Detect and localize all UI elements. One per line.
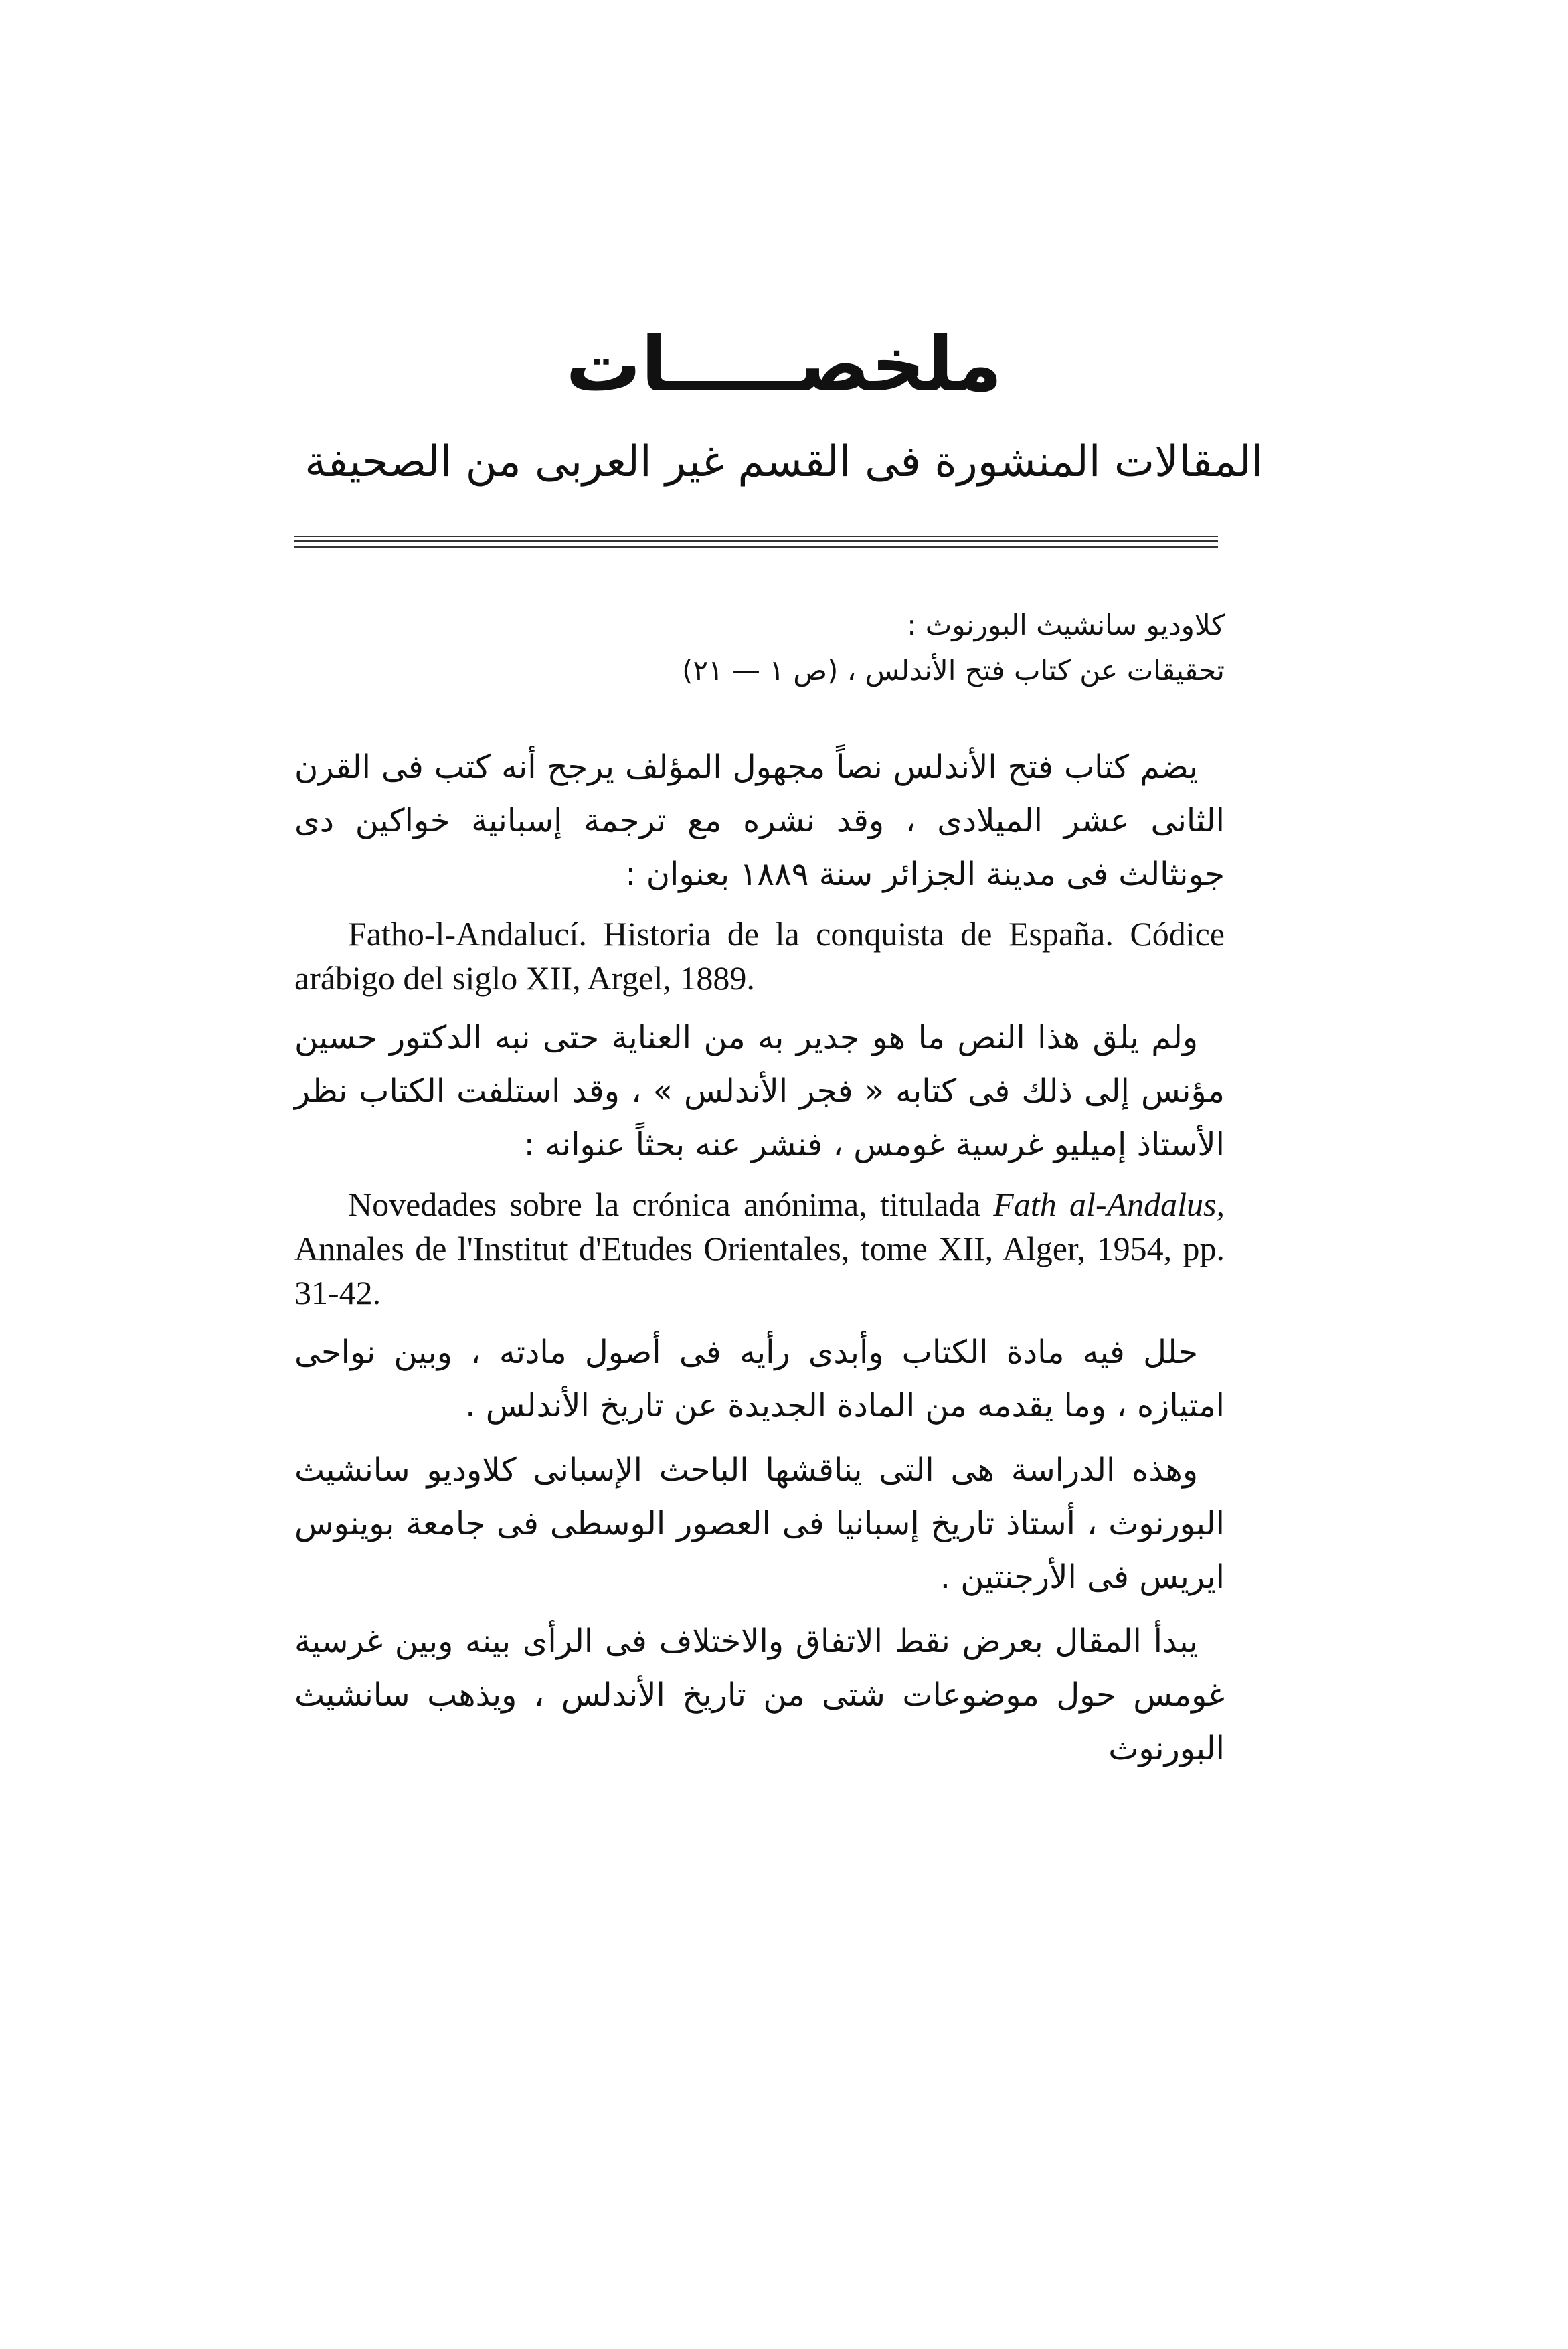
ref2-title: Fath al-Andalus, xyxy=(993,1186,1225,1223)
ref2-end: Annales de l'Institut d'Etudes Orientales, tome XII, Alger, 1954, pp. 31-42. xyxy=(294,1230,1225,1311)
paragraph-2: ولم يلق هذا النص ما هو جدير به من العناية حتى نبه الدكتور حسين مؤنس إلى ذلك فى كتابه « فجر الأندلس » ، وقد استلفت الكتاب نظر الأستاذ إميليو غرسية غومس ، فنشر عنه بحثاً عنوانه : xyxy=(294,1019,1225,1163)
bibliographic-reference-2 xyxy=(294,1182,1225,1315)
bibliographic-reference-1: Fatho-l-Andalucí. Historia de la conquista de España. Códice arábigo del siglo XII, Argel, 1889. xyxy=(294,915,1225,997)
page-title: ملخصـــــات xyxy=(565,321,1003,408)
ref2-start: Novedades sobre la crónica anónima, titulada xyxy=(348,1186,994,1223)
title-divider xyxy=(294,536,1218,552)
page-subtitle: المقالات المنشورة فى القسم غير العربى من الصحيفة xyxy=(304,437,1264,487)
paragraph-1: يضم كتاب فتح الأندلس نصاً مجهول المؤلف يرجح أنه كتب فى القرن الثانى عشر الميلادى ، وقد نشره مع ترجمة إسبانية خواكين دى جونثالث فى مدينة الجزائر سنة ١٨٨٩ بعنوان : xyxy=(294,748,1225,893)
divider-line xyxy=(294,540,1218,542)
divider-line xyxy=(294,546,1218,548)
divider-line xyxy=(294,536,1218,537)
article-reference: تحقيقات عن كتاب فتح الأندلس ، (ص ١ — ٢١) xyxy=(682,654,1225,687)
article-summary xyxy=(294,602,1225,1775)
author-name: كلاوديو سانشيث البورنوث : xyxy=(907,609,1225,641)
paragraph-3: حلل فيه مادة الكتاب وأبدى رأيه فى أصول مادته ، وبين نواحى امتيازه ، وما يقدمه من المادة الجديدة عن تاريخ الأندلس . xyxy=(294,1333,1225,1425)
paragraph-5: يبدأ المقال بعرض نقط الاتفاق والاختلاف فى الرأى بينه وبين غرسية غومس حول موضوعات شتى من تاريخ الأندلس ، ويذهب سانشيث البورنوث xyxy=(294,1623,1225,1767)
paragraph-4: وهذه الدراسة هى التى يناقشها الباحث الإسبانى كلاوديو سانشيث البورنوث ، أستاذ تاريخ إسبانيا فى العصور الوسطى فى جامعة بوينوس ايريس فى الأرجنتين . xyxy=(294,1451,1225,1596)
